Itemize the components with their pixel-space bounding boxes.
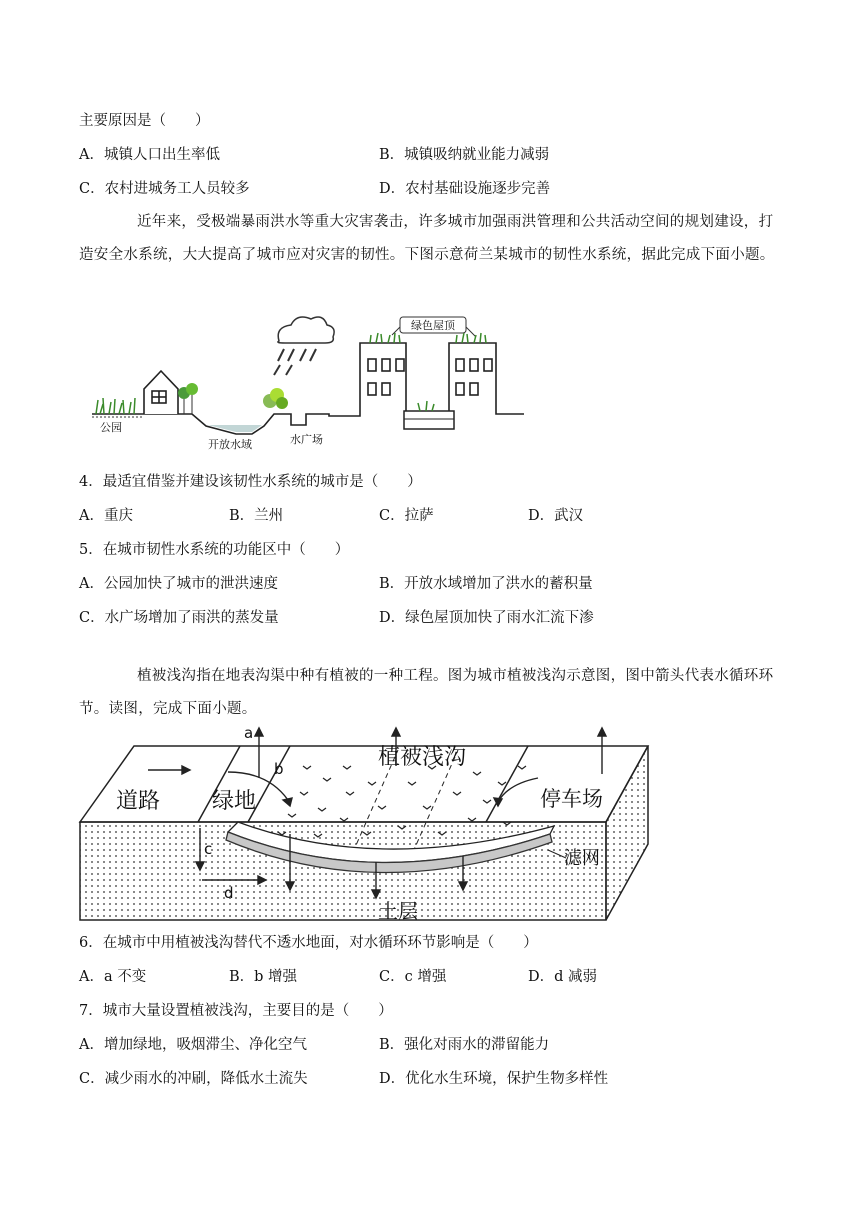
- q4-option-d[interactable]: D．武汉: [528, 508, 584, 524]
- q6-option-b[interactable]: B．b 增强: [229, 969, 298, 985]
- q5-option-b[interactable]: B．开放水域增加了洪水的蓄积量: [379, 576, 593, 592]
- passage-2: 植被浅沟指在地表沟渠中种有植被的一种工程。图为城市植被浅沟示意图，图中箭头代表水循环环节。读图，完成下面小题。: [79, 668, 774, 717]
- water-plaza-label: 水广场: [290, 433, 323, 446]
- q6-option-c[interactable]: C．c 增强: [379, 969, 447, 985]
- green-label: 绿地: [212, 789, 257, 814]
- q3-option-c[interactable]: C．农村进城务工人员较多: [79, 181, 250, 197]
- building-1: [368, 359, 404, 395]
- figure-resilient-water-system: [84, 313, 534, 453]
- road-label: 道路: [116, 789, 161, 814]
- q4-option-b[interactable]: B．兰州: [229, 508, 284, 524]
- green-roof-2: [456, 333, 486, 343]
- q5-option-a[interactable]: A．公园加快了城市的泄洪速度: [79, 576, 278, 592]
- q5-option-d[interactable]: D．绿色屋顶加快了雨水汇流下渗: [379, 610, 594, 626]
- q7-stem: 7．城市大量设置植被浅沟，主要目的是（ ）: [79, 1003, 393, 1019]
- filter-label: 滤网: [564, 848, 600, 869]
- label-d: d: [224, 884, 234, 902]
- q6-option-d[interactable]: D．d 减弱: [528, 969, 598, 985]
- house-icon: [144, 371, 178, 414]
- parking-label: 停车场: [540, 787, 603, 811]
- shrub-icon: [263, 388, 288, 409]
- q7-option-d[interactable]: D．优化水生环境，保护生物多样性: [379, 1071, 609, 1087]
- building-2: [456, 359, 492, 395]
- q6-stem: 6．在城市中用植被浅沟替代不透水地面，对水循环环节影响是（ ）: [79, 935, 538, 951]
- green-roof-label: 绿色屋顶: [411, 319, 455, 332]
- park-label: 公园: [100, 421, 122, 434]
- rain-icon: [274, 349, 316, 375]
- q3-option-d[interactable]: D．农村基础设施逐步完善: [379, 181, 551, 197]
- passage-1: 近年来，受极端暴雨洪水等重大灾害袭击，许多城市加强雨洪管理和公共活动空间的规划建设，打造安全水系统，大大提高了城市应对灾害的韧性。下图示意荷兰某城市的韧性水系统，据此完成下面小题。: [79, 214, 775, 263]
- q4-option-a[interactable]: A．重庆: [79, 508, 133, 524]
- planter: [404, 401, 454, 429]
- open-water-label: 开放水域: [208, 438, 252, 451]
- park-grass: [96, 398, 135, 414]
- q5-option-c[interactable]: C．水广场增加了雨洪的蒸发量: [79, 610, 279, 626]
- soil-label: 土层: [378, 899, 418, 923]
- q6-option-a[interactable]: A．a 不变: [79, 969, 147, 985]
- q7-option-c[interactable]: C．减少雨水的冲刷，降低水土流失: [79, 1071, 308, 1087]
- swale-label: 植被浅沟: [378, 745, 467, 770]
- tree-icon: [178, 383, 198, 414]
- figure-vegetated-swale: [78, 722, 682, 924]
- q3-stem: 主要原因是（ ）: [79, 113, 210, 129]
- q3-option-b[interactable]: B．城镇吸纳就业能力减弱: [379, 147, 550, 163]
- label-c: c: [204, 840, 213, 858]
- label-b: b: [274, 760, 284, 778]
- cloud-icon: [278, 317, 334, 343]
- label-a: a: [244, 724, 254, 742]
- green-roof-1: [370, 333, 400, 343]
- q4-stem: 4．最适宜借鉴并建设该韧性水系统的城市是（ ）: [79, 474, 422, 490]
- q4-option-c[interactable]: C．拉萨: [379, 508, 434, 524]
- q7-option-a[interactable]: A．增加绿地，吸烟滞尘、净化空气: [79, 1037, 307, 1053]
- q7-option-b[interactable]: B．强化对雨水的滞留能力: [379, 1037, 550, 1053]
- q3-option-a[interactable]: A．城镇人口出生率低: [79, 147, 220, 163]
- q5-stem: 5．在城市韧性水系统的功能区中（ ）: [79, 542, 350, 558]
